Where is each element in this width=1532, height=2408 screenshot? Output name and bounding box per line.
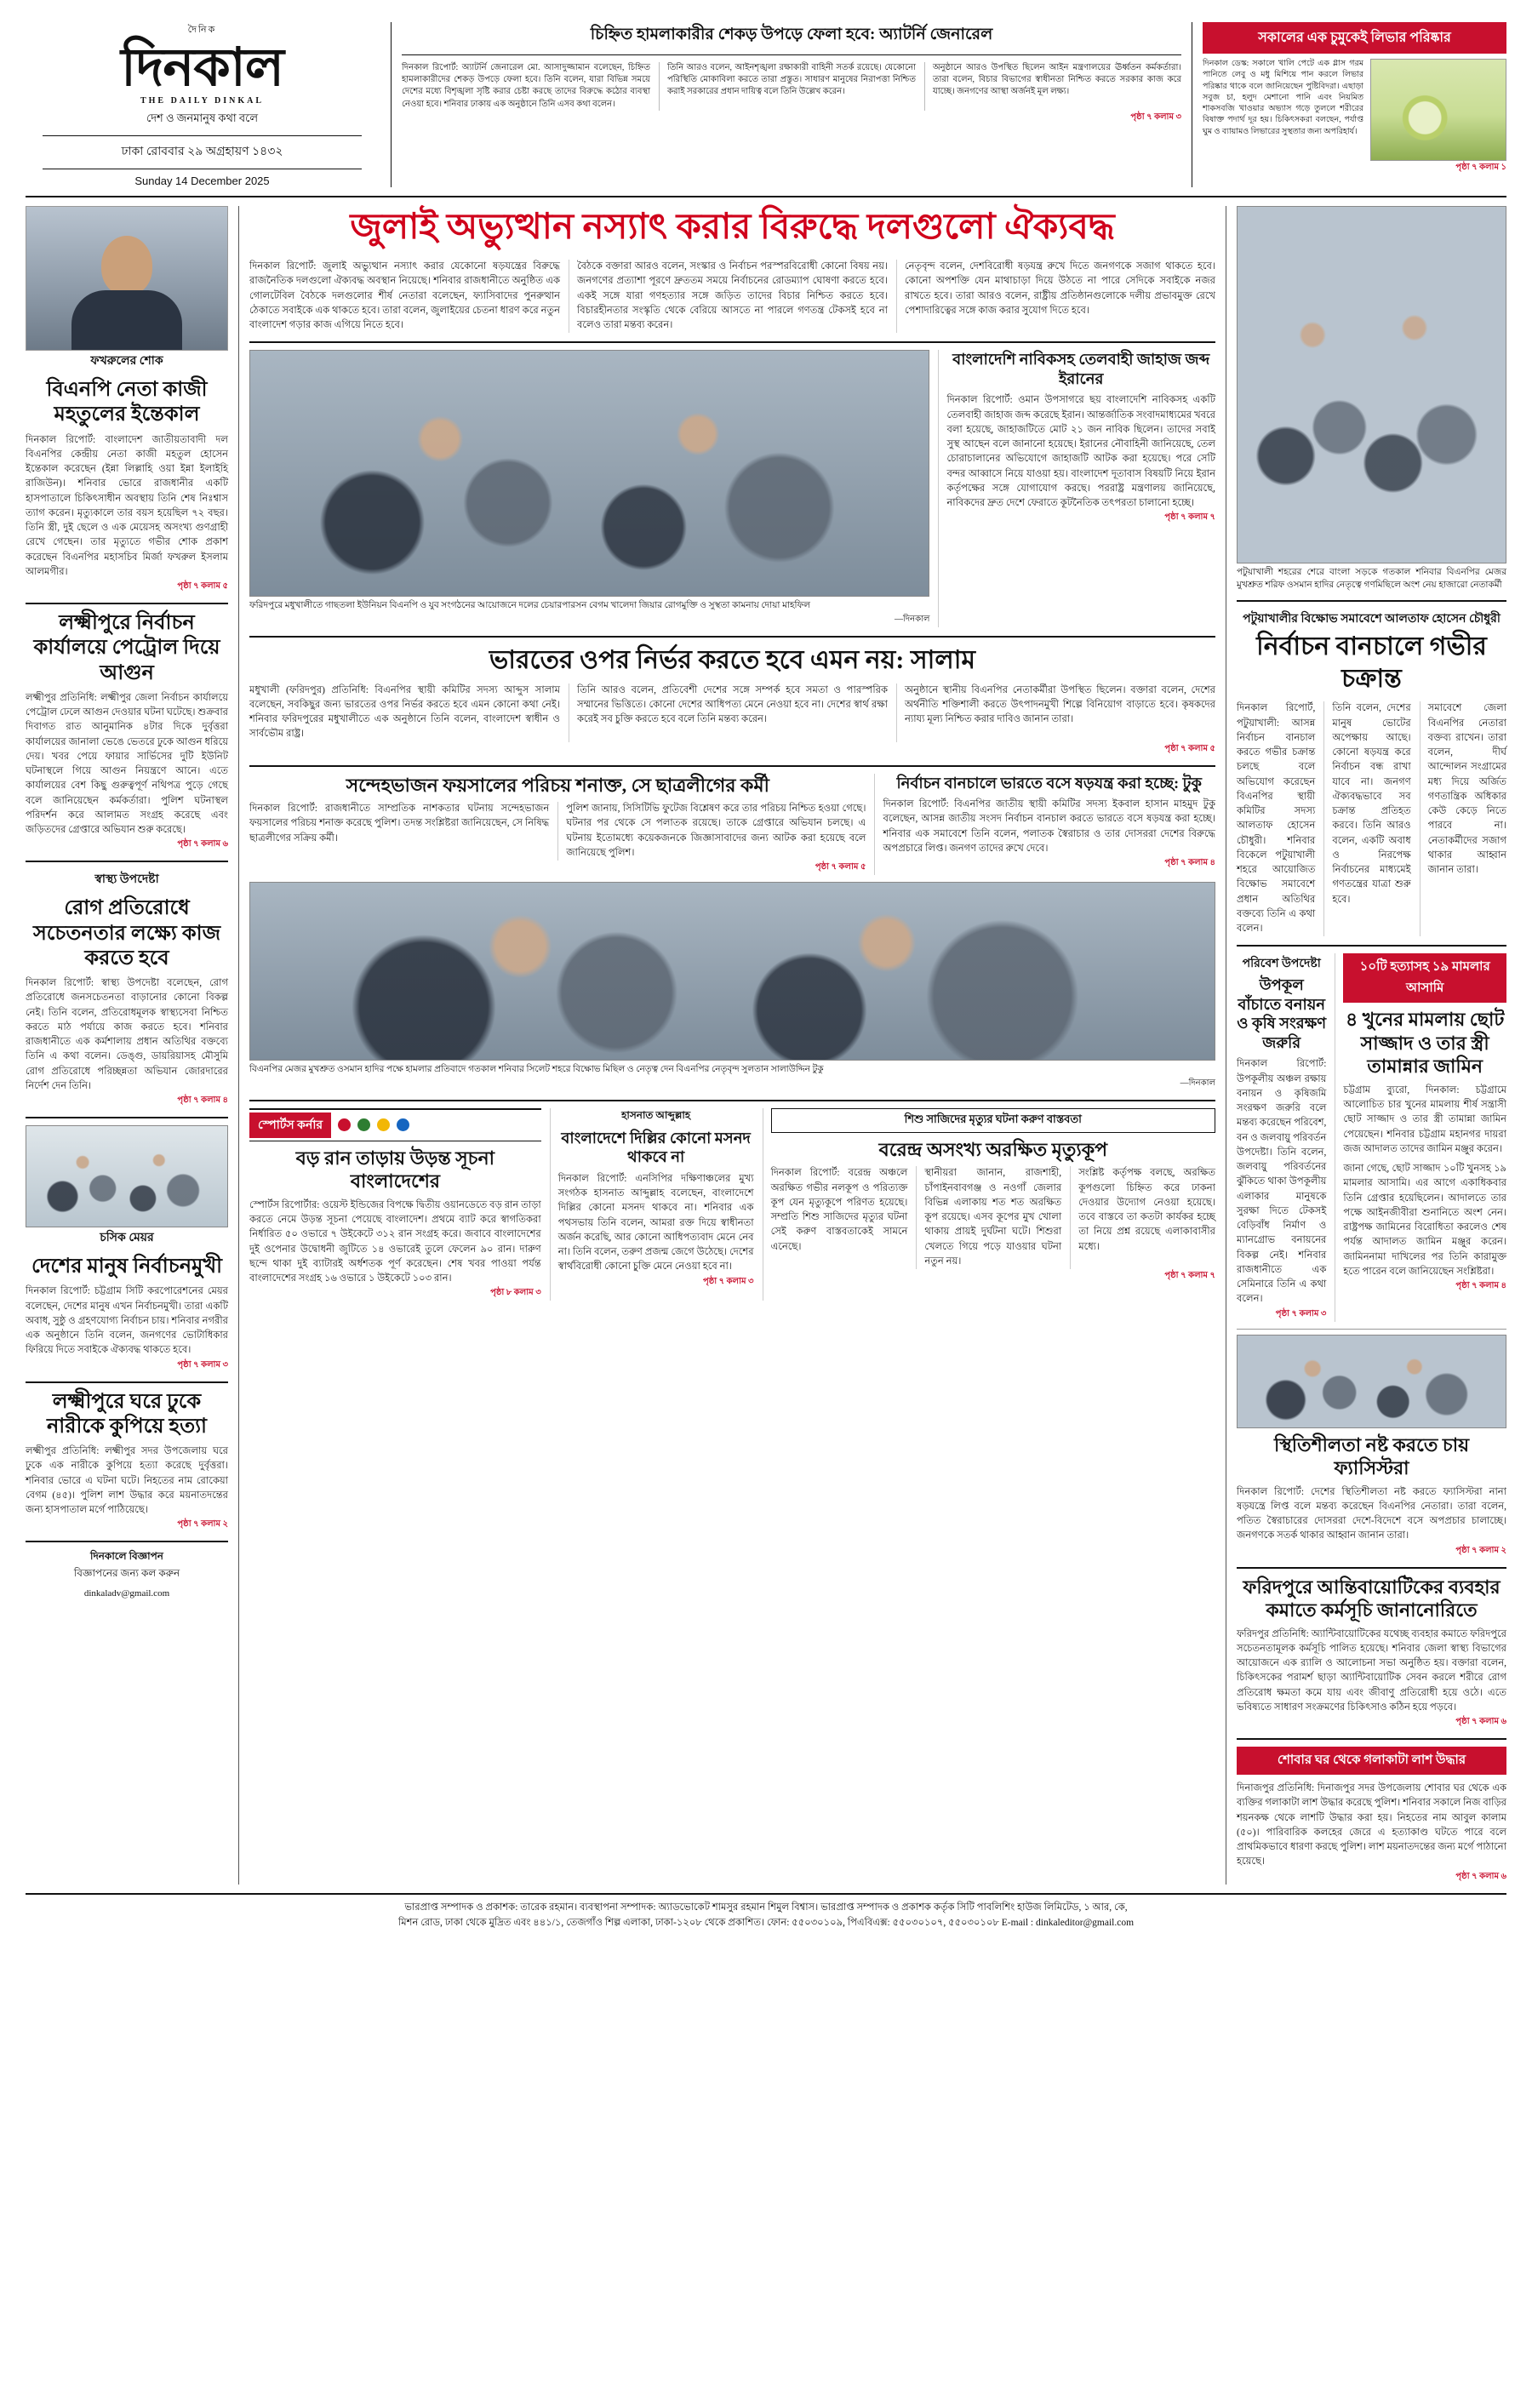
lead-photo-patuakhali bbox=[1237, 206, 1506, 563]
right-rail-rule-1 bbox=[1237, 600, 1506, 602]
tuku-headline: নির্বাচন বানচালে ভারতে বসে ষড়যন্ত্র করা হচ্ছে: টুকু bbox=[896, 774, 1202, 792]
sajid-continued[interactable]: পৃষ্ঠা ৭ কলাম ৭ bbox=[1164, 1271, 1215, 1281]
left-rail-rule-2 bbox=[26, 861, 228, 862]
iran-ship-body: দিনকাল রিপোর্ট: ওমান উপসাগরে ছয় বাংলাদেশি নাবিকসহ একটি তেলবাহী জাহাজ জব্দ করেছে ইরান। আন্তর্জাতিক সংবাদমাধ্যমের খবরে বলা হয়েছে, জাহাজটিতে মোট ২১ জন নাবিক ছিলেন। তাদের সবাই সুস্থ আছেন বলে জানানো হয়েছে। ইরানের নৌবাহিনী জানিয়েছে, তেল চোরাচালানের অভিযোগে জাহাজটি আটক করা হয়েছে। পরে সেটি বন্দর আব্বাসে নিয়ে যাওয়া হয়। বাংলাদেশ দূতাবাস বিষয়টি নিয়ে ইরান কর্তৃপক্ষের সঙ্গে যোগাযোগ করছে। পররাষ্ট্র মন্ত্রণালয় জানিয়েছে, নাবিকদের দ্রুত দেশে ফেরাতে কূটনৈতিক তৎপরতা চালানো হচ্ছে। bbox=[946, 395, 1215, 509]
masthead-advertisement bbox=[1192, 22, 1506, 187]
sports-headline: বড় রান তাড়ায় উড়ন্ত সূচনা বাংলাদেশের bbox=[295, 1147, 495, 1193]
patuakhali-col-3: সমাবেশে জেলা বিএনপির নেতারা বক্তব্য রাখেন। তারা বলেন, দীর্ঘ আন্দোলন সংগ্রামের মধ্য দিয়ে অর্জিত গণতান্ত্রিক অধিকার কেউ কেড়ে নিতে পারবে না। নেতাকর্মীদের সজাগ থাকার আহ্বান জানান তারা। bbox=[1420, 701, 1506, 936]
iran-story bbox=[938, 350, 1215, 627]
rally-photo-block bbox=[249, 350, 929, 627]
masthead-date-english: Sunday 14 December 2025 bbox=[134, 174, 270, 187]
salam-headline: ভারতের ওপর নির্ভর করতে হবে এমন নয়: সালাম bbox=[489, 646, 976, 675]
ball-icon-blue bbox=[397, 1118, 409, 1131]
rally-photo-credit: —দিনকাল bbox=[895, 615, 930, 625]
lead-headline: জুলাই অভ্যুত্থান নস্যাৎ করার বিরুদ্ধে দলগুলো ঐক্যবদ্ধ bbox=[350, 208, 1115, 247]
bnp-leader-death-continued[interactable]: পৃষ্ঠা ৭ কলাম ৫ bbox=[177, 581, 228, 592]
election-minded-continued[interactable]: পৃষ্ঠা ৭ কলাম ৩ bbox=[177, 1359, 228, 1370]
centre-rule-3 bbox=[249, 765, 1215, 767]
masthead-small-top: দৈনিক bbox=[187, 25, 217, 35]
masthead-tagline: দেশ ও জনমানুষ কথা বলে bbox=[146, 112, 259, 124]
left-rail-rule-5 bbox=[26, 1541, 228, 1542]
health-awareness-headline: রোগ প্রতিরোধে সচেতনতার লক্ষ্যে কাজ করতে হবে bbox=[32, 897, 221, 969]
faisal-headline: সন্দেহভাজন ফয়সালের পরিচয় শনাক্ত, সে ছাত্রলীগের কর্মী bbox=[346, 774, 769, 796]
tuku-continued[interactable]: পৃষ্ঠা ৭ কলাম ৪ bbox=[1164, 858, 1215, 868]
environment-body: দিনকাল রিপোর্ট: উপকূলীয় অঞ্চল রক্ষায় বনায়ন ও কৃষিজমি সংরক্ষণ জরুরি বলে মন্তব্য করেছেন পরিবেশ, বন ও জলবায়ু পরিবর্তন উপদেষ্টা। তিনি বলেন, জলবায়ু পরিবর্তনের ঝুঁকিতে থাকা উপকূলীয় এলাকার মানুষকে সুরক্ষা দিতে টেকসই বেড়িবাঁধ নির্মাণ ও ম্যানগ্রোভ বনায়নের বিকল্প নেই। শনিবার রাজধানীতে এক সেমিনারে তিনি এ কথা বলেন। bbox=[1237, 1059, 1327, 1305]
right-rail-rule-3 bbox=[1237, 1329, 1506, 1330]
ball-icon-red bbox=[338, 1118, 351, 1131]
advert-email[interactable]: dinkaladv@gmail.com bbox=[83, 1588, 170, 1599]
lead-band bbox=[26, 206, 1506, 1885]
masthead bbox=[26, 22, 1506, 187]
patuakhali-col-1: দিনকাল রিপোর্ট, পটুয়াখালী: আসন্ন নির্বাচন বানচাল করতে গভীর চক্রান্ত চলছে বলে অভিযোগ করেছেন বিএনপির স্থায়ী কমিটির সদস্য আলতাফ হোসেন চৌধুরী। শনিবার বিকেলে পটুয়াখালী শহরে আয়োজিত বিক্ষোভ সমাবেশে প্রধান অতিথির বক্তব্যে তিনি এ কথা বলেন। bbox=[1237, 703, 1316, 935]
centre-rule-1 bbox=[249, 341, 1215, 343]
ball-icon-green bbox=[357, 1118, 370, 1131]
lead-photo-caption: পটুয়াখালী শহরের শেরে বাংলা সড়কে গতকাল শনিবার বিএনপির মেজর মুখশ্রুত শরিফ ওসমান হাদির নেতৃত্বে গণমিছিলে অংশ নেয় হাজারো নেতাকর্মী bbox=[1237, 568, 1506, 590]
hasnat-story bbox=[550, 1108, 754, 1301]
sports-corner-bar bbox=[249, 1108, 541, 1141]
ball-icon-yellow bbox=[377, 1118, 390, 1131]
right-rail-rule-2 bbox=[1237, 945, 1506, 947]
patuakhali-headline: নির্বাচন বানচালে গভীর চক্রান্ত bbox=[1256, 632, 1487, 693]
delhi-headline: বাংলাদেশে দিল্লির কোনো মসনদ থাকবে না bbox=[561, 1129, 751, 1166]
health-adviser-kicker: স্বাস্থ্য উপদেষ্টা bbox=[94, 873, 159, 887]
antibiotic-headline: ফরিদপুরে আন্তিবায়োটিকের ব্যবহার কমাতে কর্মসূচি জানানোরিতে bbox=[1243, 1576, 1501, 1622]
bnp-leader-death-body: দিনকাল রিপোর্ট: বাংলাদেশ জাতীয়তাবাদী দল বিএনপির কেন্দ্রীয় নেতা কাজী মহতুল হোসেন ইন্তেকাল করেছেন (ইন্না লিল্লাহি ওয়া ইন্না ইলাইহি রাজিউন)। শনিবার ভোরে রাজধানীর একটি হাসপাতালে চিকিৎসাধীন অবস্থায় তিনি শেষ নিঃশ্বাস ত্যাগ করেন। মৃত্যুকালে তার বয়স হয়েছিল ৭২ বছর। তিনি স্ত্রী, দুই ছেলে ও এক মেয়েসহ অসংখ্য গুণগ্রাহী রেখে গেছেন। তার মৃত্যুতে গভীর শোক প্রকাশ করেছেন বিএনপির মহাসচিব মির্জা ফখরুল ইসলাম আলমগীর। bbox=[26, 434, 228, 577]
salam-col-1: মধুখালী (ফরিদপুর) প্রতিনিধি: বিএনপির স্থায়ী কমিটির সদস্য আব্দুস সালাম বলেছেন, সবকিছুর জন্য ভারতের ওপর নির্ভর করতে হবে এমন কোনো কথা নেই। শনিবার ফরিদপুরের মধুখালীতে এক অনুষ্ঠানে তিনি বলেন, বাংলাদেশ স্বাধীন ও সার্বভৌম রাষ্ট্র। bbox=[249, 684, 560, 740]
sylhet-photo-caption: বিএনপির মেজর মুখশ্রুত ওসমান হাদির পক্ষে হামলার প্রতিবাদে গতকাল শনিবার সিলেট শহরে বিক্ষোভ মিছিল ও নেতৃত্ব দেন বিএনপির নেতৃবৃন্দ সুলতান সালাউদ্দিন টুকু bbox=[249, 1065, 824, 1075]
portrait-kazi-mohatul bbox=[26, 206, 228, 351]
sylhet-protest-photo bbox=[249, 882, 1215, 1061]
footer-line-2: মিশন রোড, ঢাকা থেকে মুদ্রিত এবং ৪৪১/১, তেজগাঁও শিল্প এলাকা, ঢাকা-১২০৮ থেকে প্রকাশিত। ফোন: ৫৫০৩০১০৯, পিএবিএক্স: ৫৫০৩০১০৭, ৫৫০৩০১০৮ E-mail : dinkaleditor@gmail.com bbox=[397, 1918, 1135, 1929]
centre-rule-4 bbox=[249, 1100, 1215, 1101]
portrait-suit bbox=[71, 290, 182, 350]
portrait-face bbox=[101, 236, 152, 295]
salam-col-2: তিনি আরও বলেন, প্রতিবেশী দেশের সঙ্গে সম্পর্ক হবে সমতা ও পারস্পরিক সম্মানের ভিত্তিতে। কোনো দেশের আধিপত্য মেনে নেওয়া হবে না। দেশের স্বার্থ রক্ষা করেই সব চুক্তি করতে হবে বলে তিনি মন্তব্য করেন। bbox=[569, 684, 888, 742]
hasnat-author: হাসনাত আব্দুল্লাহ bbox=[621, 1108, 691, 1121]
lead-col-2: বৈঠকে বক্তারা আরও বলেন, সংস্কার ও নির্বাচন পরস্পরবিরোধী কোনো বিষয় নয়। জনগণের প্রত্যাশা পূরণে দ্রুততম সময়ে নির্বাচনের রোডম্যাপ ঘোষণা করতে হবে। একই সঙ্গে যারা গণহত্যার সঙ্গে জড়িত তাদের বিচার নিশ্চিত করতে হবে। বিচারহীনতার সংস্কৃতি থেকে বেরিয়ে আসতে না পারলে গণতন্ত্র টেকসই হবে না বলেও তারা মন্তব্য করেন। bbox=[569, 260, 888, 333]
woman-killed-headline: লক্ষ্মীপুরে ঘরে ঢুকে নারীকে কুপিয়ে হত্যা bbox=[46, 1390, 208, 1438]
environment-kicker: পরিবেশ উপদেষ্টা bbox=[1242, 958, 1321, 971]
salam-col-3: অনুষ্ঠানে স্থানীয় বিএনপির নেতাকর্মীরা উপস্থিত ছিলেন। বক্তারা বলেন, দেশের অর্থনীতি শক্তিশালী করতে উৎপাদনমুখী শিল্পে বিনিয়োগ বাড়াতে হবে। কৃষকদের ন্যায্য মূল্য নিশ্চিত করার দাবিও জানান তারা। bbox=[896, 684, 1215, 742]
sajjad-bail-col-1: চট্টগ্রাম ব্যুরো, দিনকাল: চট্টগ্রামে আলোচিত চার খুনের মামলায় শীর্ষ সন্ত্রাসী ছোট সাজ্জাদ ও তার স্ত্রী তামান্না জামিন পেয়েছেন। শনিবার চট্টগ্রাম মহানগর দায়রা জজ আদালত তাদের জামিন মঞ্জুর করেন। bbox=[1343, 1084, 1506, 1154]
lead-col-3: নেতৃবৃন্দ বলেন, দেশবিরোধী ষড়যন্ত্র রুখে দিতে জনগণকে সজাগ থাকতে হবে। কোনো অপশক্তি যেন মাথাচাড়া দিয়ে উঠতে না পারে সেদিকে সবাইকে নজর রাখতে হবে। তারা আরও বলেন, রাষ্ট্রীয় প্রতিষ্ঠানগুলোকে দলীয় প্রভাবমুক্ত রেখে পেশাদারিত্বের সঙ্গে কাজ করার সুযোগ দিতে হবে। bbox=[896, 260, 1215, 333]
faisal-col-1: দিনকাল রিপোর্ট: রাজধানীতে সাম্প্রতিক নাশকতার ঘটনায় সন্দেহভাজন ফয়সালের পরিচয় শনাক্ত করেছে পুলিশ। তদন্ত সংশ্লিষ্টরা জানিয়েছেন, সে নিষিদ্ধ ছাত্রলীগের সক্রিয় কর্মী। bbox=[249, 804, 550, 844]
fascist-headline: স্থিতিশীলতা নষ্ট করতে চায় ফ্যাসিস্টরা bbox=[1273, 1433, 1470, 1479]
antibiotic-body: ফরিদপুর প্রতিনিধি: অ্যান্টিবায়োটিকের যথেচ্ছ ব্যবহার কমাতে ফরিদপুরে সচেতনতামূলক কর্মসূচি পালিত হয়েছে। শনিবার জেলা স্বাস্থ্য বিভাগের আয়োজনে এক র‍্যালি ও আলোচনা সভা অনুষ্ঠিত হয়। বক্তারা বলেন, চিকিৎসকের পরামর্শ ছাড়া অ্যান্টিবায়োটিক সেবন করলে শরীরে রোগ প্রতিরোধ ক্ষমতা কমে যায় এবং জীবাণু প্রতিরোধী হয়ে ওঠে। এতে ভবিষ্যতে সাধারণ সংক্রমণের চিকিৎসাও কঠিন হয়ে পড়বে। bbox=[1237, 1628, 1506, 1713]
ad-text: দিনকাল ডেস্ক: সকালে খালি পেটে এক গ্লাস গরম পানিতে লেবু ও মধু মিশিয়ে পান করলে লিভার পরিষ্কার থাকে বলে জানিয়েছেন পুষ্টিবিদরা। এছাড়া সবুজ চা, হলুদ মেশানো পানি এবং নিয়মিত শাকসবজি খাওয়ার অভ্যাস গড়ে তুললে শরীরের বিষাক্ত পদার্থ দূর হয়। চিকিৎসকরা বলছেন, পর্যাপ্ত ঘুম ও ব্যায়ামও লিভারের সুস্থতার জন্য অপরিহার্য। bbox=[1203, 60, 1363, 136]
sajid-story bbox=[763, 1108, 1215, 1301]
bedroom-murder-badge: শোবার ঘর থেকে গলাকাটা লাশ উদ্ধার bbox=[1237, 1747, 1506, 1775]
masthead-logo: দিনকাল bbox=[121, 39, 283, 97]
election-minded-headline: দেশের মানুষ নির্বাচনমুখী bbox=[31, 1255, 222, 1278]
sajid-col-3: সংশ্লিষ্ট কর্তৃপক্ষ বলছে, অরক্ষিত কূপগুলো চিহ্নিত করে ঢাকনা দেওয়ার উদ্যোগ নেওয়া হয়েছে। তবে বাস্তবে তা কতটা কার্যকর হচ্ছে তা নিয়ে প্রশ্ন রয়েছে এলাকাবাসীর মধ্যে। bbox=[1070, 1166, 1215, 1269]
right-rail bbox=[1226, 206, 1506, 1885]
masthead-date-bangla: ঢাকা রোববার ২৯ অগ্রহায়ণ ১৪৩২ bbox=[121, 146, 283, 158]
antibiotic-continued[interactable]: পৃষ্ঠা ৭ কলাম ৬ bbox=[1455, 1717, 1506, 1727]
bedroom-murder-body: দিনাজপুর প্রতিনিধি: দিনাজপুর সদর উপজেলায় শোবার ঘর থেকে এক ব্যক্তির গলাকাটা লাশ উদ্ধার করেছে পুলিশ। শনিবার সকালে নিজ বাড়ির শয়নকক্ষ থেকে লাশটি উদ্ধার করা হয়। নিহতের নাম আবুল কালাম (৫০)। পারিবারিক কলহের জেরে এ হত্যাকাণ্ড ঘটতে পারে বলে প্রাথমিকভাবে ধারণা করছে পুলিশ। লাশ ময়নাতদন্তের জন্য মর্গে পাঠানো হয়েছে। bbox=[1237, 1783, 1506, 1867]
woman-killed-body: লক্ষ্মীপুর প্রতিনিধি: লক্ষ্মীপুর সদর উপজেলায় ঘরে ঢুকে এক নারীকে কুপিয়ে হত্যা করেছে দুর্বৃত্তরা। শনিবার ভোরে এ ঘটনা ঘটে। নিহতের নাম রোকেয়া বেগম (৪৫)। পুলিশ লাশ উদ্ধার করে ময়নাতদন্তের জন্য হাসপাতাল মর্গে পাঠিয়েছে। bbox=[26, 1446, 228, 1516]
rally-photo bbox=[249, 350, 929, 597]
tuku-body: দিনকাল রিপোর্ট: বিএনপির জাতীয় স্থায়ী কমিটির সদস্য ইকবাল হাসান মাহমুদ টুকু বলেছেন, আসন্ন জাতীয় সংসদ নির্বাচন বানচাল করতে ভারতে বসে ষড়যন্ত্র করা হচ্ছে। শনিবার এক সমাবেশে তিনি বলেন, পলাতক স্বৈরাচার ও তার দোসররা দেশের বিরুদ্ধে অপপ্রচারে লিপ্ত। জনগণ তাদের রুখে দেবে। bbox=[883, 799, 1215, 854]
delhi-body: দিনকাল রিপোর্ট: এনসিপির দক্ষিণাঞ্চলের মুখ্য সংগঠক হাসনাত আব্দুল্লাহ বলেছেন, বাংলাদেশে দিল্লির কোনো মসনদ থাকবে না। শনিবার এক পথসভায় তিনি বলেন, আমরা রক্ত দিয়ে স্বাধীনতা অর্জন করেছি, আর কোনো আধিপত্যবাদ মেনে নেব না। তিনি বলেন, তরুণ প্রজন্ম জেগে উঠেছে। দেশের স্বার্থবিরোধী কোনো চুক্তি মেনে নেওয়া হবে না। bbox=[557, 1173, 754, 1273]
sajid-col-2: স্থানীয়রা জানান, রাজশাহী, চাঁপাইনবাবগঞ্জ ও নওগাঁ জেলার বিভিন্ন এলাকায় শত শত অরক্ষিত কূপ রয়েছে। এসব কূপের মুখ খোলা থাকায় প্রায়ই দুর্ঘটনা ঘটে। শিশুরা খেলতে গিয়ে পড়ে যাওয়ার ঘটনা নতুন নয়। bbox=[916, 1166, 1061, 1269]
delhi-continued[interactable]: পৃষ্ঠা ৭ কলাম ৩ bbox=[702, 1276, 754, 1286]
fakhrul-condolence-kicker: ফখরুলের শোক bbox=[90, 355, 163, 368]
patuakhali-kicker: পটুয়াখালীর বিক্ষোভ সমাবেশে আলতাফ হোসেন চৌধুরী bbox=[1243, 613, 1501, 626]
masthead-english-title: THE DAILY DINKAL bbox=[140, 96, 265, 106]
left-rail-rule-4 bbox=[26, 1381, 228, 1383]
sajjad-bail-col-2: জানা গেছে, ছোট সাজ্জাদ ১০টি খুনসহ ১৯ মামলার আসামি। এর আগে একাধিকবার তিনি গ্রেপ্তার হয়েছিলেন। আদালতে তার পক্ষে আইনজীবীরা শুনানিতে অংশ নেন। রাষ্ট্রপক্ষ জামিনের বিরোধিতা করলেও শেষ পর্যন্ত আদালত জামিন মঞ্জুর করেন। জামিননামা দাখিলের পর তিনি কারামুক্ত হতে পারেন বলে জানিয়েছেন সংশ্লিষ্টরা। bbox=[1343, 1164, 1506, 1277]
bedroom-murder-continued[interactable]: পৃষ্ঠা ৭ কলাম ৬ bbox=[1455, 1871, 1506, 1881]
faisal-col-2: পুলিশ জানায়, সিসিটিভি ফুটেজ বিশ্লেষণ করে তার পরিচয় নিশ্চিত হওয়া গেছে। ঘটনার পর থেকে সে পলাতক রয়েছে। তাকে গ্রেপ্তারে অভিযান চলছে। এ ঘটনায় ইতোমধ্যে কয়েকজনকে জিজ্ঞাসাবাদের জন্য আটক করা হয়েছে বলে জানিয়েছে পুলিশ। bbox=[557, 802, 866, 861]
bnp-leader-death-headline: বিএনপি নেতা কাজী মহতুলের ইন্তেকাল bbox=[46, 379, 208, 426]
fascist-body: দিনকাল রিপোর্ট: দেশের স্থিতিশীলতা নষ্ট করতে ফ্যাসিস্টরা নানা ষড়যন্ত্রে লিপ্ত বলে মন্তব্য করেছেন বিএনপির নেতারা। তারা বলেন, পতিত স্বৈরাচারের দোসররা দেশে-বিদেশে বসে অপপ্রচার চালাচ্ছে। জনগণকে সতর্ক থাকার আহ্বান জানান তারা। bbox=[1237, 1486, 1506, 1541]
attorney-general-headline: চিহ্নিত হামলাকারীর শেকড় উপড়ে ফেলা হবে: অ্যাটর্নি জেনারেল bbox=[402, 22, 1181, 55]
masthead-divider bbox=[43, 135, 362, 136]
rally-photo-caption: ফরিদপুরে মধুখালীতে গাছতলা ইউনিয়ন বিএনপি ও যুব সংগঠনের আয়োজনে দলের চেয়ারপারসন বেগম খালেদা জিয়ার রোগমুক্তি ও সুস্থতা কামনায় দোয়া মাহফিল bbox=[249, 601, 810, 611]
environment-story bbox=[1237, 953, 1326, 1321]
lead-col-1: দিনকাল রিপোর্ট: জুলাই অভ্যুত্থান নস্যাৎ করার যেকোনো ষড়যন্ত্রের বিরুদ্ধে রাজনৈতিক দলগুলো ঐক্যবদ্ধ অবস্থান নিয়েছে। শনিবার রাজধানীতে অনুষ্ঠিত এক গোলটেবিল বৈঠকে দলগুলোর শীর্ষ নেতারা বলেছেন, ফ্যাসিবাদের পুনরুত্থান ঠেকাতে সবাইকে এক থাকতে হবে। তারা বলেন, জুলাইয়ের চেতনা ধারণ করে নতুন বাংলাদেশ গড়ার কাজ এগিয়ে নিতে হবে। bbox=[249, 261, 560, 331]
attorney-general-col1: দিনকাল রিপোর্ট: অ্যাটর্নি জেনারেল মো. আসাদুজ্জামান বলেছেন, চিহ্নিত হামলাকারীদের শেকড় উপড়ে ফেলা হবে। তিনি বলেন, যারা বিভিন্ন সময়ে দেশের মধ্যে বিশৃঙ্খলা সৃষ্টি করার চেষ্টা করছে তাদের বিরুদ্ধে কঠোর ব্যবস্থা নেওয়া হবে। শনিবার ঢাকায় এক অনুষ্ঠানে তিনি এসব কথা বলেন। bbox=[402, 63, 650, 109]
lakshmipur-fire-body: লক্ষ্মীপুর প্রতিনিধি: লক্ষ্মীপুর জেলা নির্বাচন কার্যালয়ে পেট্রোল ঢেলে আগুন দেওয়ার ঘটনা ঘটেছে। শুক্রবার দিবাগত রাত আনুমানিক ৪টার দিকে দুর্বৃত্তরা কার্যালয়ের জানালা ভেঙে ভেতরে ঢুকে আগুন ধরিয়ে দেয়। খবর পেয়ে ফায়ার সার্ভিসের দুটি ইউনিট ঘটনাস্থলে গিয়ে আগুন নিয়ন্ত্রণে আনে। এতে কার্যালয়ের বেশ কিছু গুরুত্বপূর্ণ নথিপত্র পুড়ে গেছে বলে জানিয়েছেন কর্মকর্তারা। পুলিশ ঘটনাস্থল পরিদর্শন করে আলামত সংগ্রহ করেছে এবং জড়িতদের গ্রেপ্তারে অভিযান শুরু করেছে। bbox=[26, 692, 228, 836]
lakshmipur-fire-headline: লক্ষ্মীপুরে নির্বাচন কার্যালয়ে পেট্রোল দিয়ে আগুন bbox=[33, 612, 220, 684]
masthead-brand bbox=[26, 22, 392, 187]
sylhet-photo-credit: —দিনকাল bbox=[1180, 1078, 1215, 1088]
health-awareness-continued[interactable]: পৃষ্ঠা ৭ কলাম ৪ bbox=[177, 1095, 228, 1106]
ad-continued[interactable]: পৃষ্ঠা ৭ কলাম ১ bbox=[1455, 163, 1506, 172]
iran-ship-continued[interactable]: পৃষ্ঠা ৭ কলাম ৭ bbox=[1164, 512, 1215, 523]
health-awareness-body: দিনকাল রিপোর্ট: স্বাস্থ্য উপদেষ্টা বলেছেন, রোগ প্রতিরোধে জনসচেতনতা বাড়ানোর কোনো বিকল্প নেই। তিনি বলেন, প্রতিরোধমূলক স্বাস্থ্যসেবা নিশ্চিত করতে মাঠ পর্যায়ে কাজ করতে হবে। শনিবার রাজধানীতে এক কর্মশালায় প্রধান অতিথির বক্তব্যে তিনি এ কথা বলেন। ডেঙ্গু, ডায়রিয়াসহ মৌসুমি রোগ প্রতিরোধে পরিচ্ছন্নতা অভিযান জোরদারের নির্দেশ দেন তিনি। bbox=[26, 978, 228, 1091]
sports-corner bbox=[249, 1108, 541, 1301]
attorney-general-col3: অনুষ্ঠানে আরও উপস্থিত ছিলেন আইন মন্ত্রণালয়ের ঊর্ধ্বতন কর্মকর্তারা। তারা বলেন, বিচার বিভাগের স্বাধীনতা নিশ্চিত করতে সরকার কাজ করে যাচ্ছে। জনগণের আস্থা অর্জনই মূল লক্ষ্য। bbox=[924, 62, 1181, 111]
sajid-col-1: দিনকাল রিপোর্ট: বরেন্দ্র অঞ্চলে অরক্ষিত গভীর নলকূপ ও পরিত্যক্ত কূপ যেন মৃত্যুকূপে পরিণত হয়েছে। সম্প্রতি শিশু সাজিদের মৃত্যুর ঘটনা সেই করুণ বাস্তবতাকেই সামনে এনেছে। bbox=[770, 1168, 908, 1252]
right-rail-rule-4 bbox=[1237, 1567, 1506, 1569]
sajjad-bail-headline: ৪ খুনের মামলায় ছোট সাজ্জাদ ও তার স্ত্রী তামান্নার জামিন bbox=[1345, 1009, 1505, 1078]
sports-body: স্পোর্টস রিপোর্টার: ওয়েস্ট ইন্ডিজের বিপক্ষে দ্বিতীয় ওয়ানডেতে বড় রান তাড়া করতে নেমে উড়ন্ত সূচনা পেয়েছে বাংলাদেশ। প্রথমে ব্যাট করে স্বাগতিকরা নির্ধারিত ৫০ ওভারে ৭ উইকেটে ৩১২ রান সংগ্রহ করে। জবাবে বাংলাদেশের দুই ওপেনার উদ্বোধনী জুটিতে ১৪ ওভারেই তুলে ফেলেন ৯০ রান। দারুণ ছন্দে থাকা দুই ব্যাটারই অর্ধশতক পূর্ণ করেছেন। শেষ খবর পাওয়া পর্যন্ত বাংলাদেশের সংগ্রহ ১৬ ওভারে ১ উইকেটে ১০৩ রান। bbox=[249, 1199, 541, 1284]
salam-continued[interactable]: পৃষ্ঠা ৭ কলাম ৫ bbox=[1164, 743, 1215, 753]
ad-title: সকালের এক চুমুকেই লিভার পরিষ্কার bbox=[1203, 22, 1506, 54]
lakshmipur-fire-continued[interactable]: পৃষ্ঠা ৭ কলাম ৬ bbox=[177, 839, 228, 849]
ad-image-tea-cup bbox=[1370, 59, 1506, 161]
sajjad-bail-story bbox=[1335, 953, 1506, 1321]
ctg-mayor-kicker: চসিক মেয়র bbox=[100, 1232, 154, 1245]
faisal-story bbox=[249, 774, 866, 876]
fascist-story-photo bbox=[1237, 1335, 1506, 1428]
patuakhali-col-2: তিনি বলেন, দেশের মানুষ ভোটের অপেক্ষায় আছে। কোনো ষড়যন্ত্র করে নির্বাচন বন্ধ রাখা যাবে না। জনগণ ঐক্যবদ্ধভাবে সব চক্রান্ত প্রতিহত করবে। তিনি আরও বলেন, একটি অবাধ ও নিরপেক্ষ নির্বাচনের মাধ্যমেই গণতন্ত্রের যাত্রা শুরু হবে। bbox=[1323, 701, 1410, 936]
election-minded-body: দিনকাল রিপোর্ট: চট্টগ্রাম সিটি করপোরেশনের মেয়র বলেছেন, দেশের মানুষ এখন নির্বাচনমুখী। তারা একটি অবাধ, সুষ্ঠু ও গ্রহণযোগ্য নির্বাচন চায়। শনিবার নগরীর এক অনুষ্ঠানে তিনি বলেন, জনগণের ভোটাধিকার ফিরিয়ে দিতে সবাইকে ঐক্যবদ্ধ থাকতে হবে। bbox=[26, 1286, 228, 1356]
right-rail-rule-5 bbox=[1237, 1738, 1506, 1740]
sylhet-photo-block bbox=[249, 882, 1215, 1091]
sports-continued[interactable]: পৃষ্ঠা ৮ কলাম ৩ bbox=[490, 1288, 541, 1298]
left-rail-rule-1 bbox=[26, 603, 228, 604]
masthead-bottom-rule bbox=[26, 196, 1506, 197]
page-footer bbox=[26, 1893, 1506, 1931]
iran-ship-headline: বাংলাদেশি নাবিকসহ তেলবাহী জাহাজ জব্দ ইরানের bbox=[952, 351, 1210, 387]
woman-killed-continued[interactable]: পৃষ্ঠা ৭ কলাম ২ bbox=[177, 1519, 228, 1530]
centre-rule-2 bbox=[249, 636, 1215, 638]
centre-column bbox=[238, 206, 1226, 1885]
masthead-lead-brief bbox=[392, 22, 1192, 187]
footer-line-1: ভারপ্রাপ্ত সম্পাদক ও প্রকাশক: তারেক রহমান। ব্যবস্থাপনা সম্পাদক: অ্যাডভোকেট শামসুর রহমান শিমুল বিশ্বাস। ভারপ্রাপ্ত সম্পাদক ও প্রকাশক কর্তৃক সিটি পাবলিশিং হাউজ লিমিটেড, ১ আর, কে, bbox=[404, 1902, 1128, 1913]
environment-headline: উপকূল বাঁচাতে বনায়ন ও কৃষি সংরক্ষণ জরুরি bbox=[1237, 976, 1327, 1051]
advert-notice-title: দিনকালে বিজ্ঞাপন bbox=[90, 1550, 163, 1563]
fascist-continued[interactable]: পৃষ্ঠা ৭ কলাম ২ bbox=[1455, 1545, 1506, 1555]
sajjad-case-badge: ১০টি হত্যাসহ ১৯ মামলার আসামি bbox=[1343, 953, 1506, 1003]
attorney-general-col2: তিনি আরও বলেন, আইনশৃঙ্খলা রক্ষাকারী বাহিনী সতর্ক রয়েছে। যেকোনো পরিস্থিতি মোকাবিলা করতে তারা প্রস্তুত। সাধারণ মানুষের নিরাপত্তা নিশ্চিত করাই সরকারের প্রধান দায়িত্ব বলে তিনি উল্লেখ করেন। bbox=[659, 62, 916, 111]
left-rail-rule-3 bbox=[26, 1117, 228, 1118]
sajjad-bail-continued[interactable]: পৃষ্ঠা ৭ কলাম ৪ bbox=[1455, 1281, 1506, 1291]
sajid-kicker: শিশু সাজিদের মৃত্যুর ঘটনা করুণ বাস্তবতা bbox=[771, 1108, 1215, 1133]
salam-story bbox=[249, 644, 1215, 757]
advert-notice-sub: বিজ্ঞাপনের জন্য কল করুন bbox=[73, 1567, 180, 1580]
tuku-story bbox=[874, 774, 1215, 876]
faisal-continued[interactable]: পৃষ্ঠা ৭ কলাম ৫ bbox=[815, 862, 866, 872]
attorney-general-continued[interactable]: পৃষ্ঠা ৭ কলাম ৩ bbox=[1130, 112, 1181, 122]
left-rail bbox=[26, 206, 238, 1885]
sajid-headline: বরেন্দ্র অসংখ্য অরক্ষিত মৃত্যুকূপ bbox=[878, 1138, 1108, 1160]
environment-continued[interactable]: পৃষ্ঠা ৭ কলাম ৩ bbox=[1275, 1308, 1327, 1318]
medical-photo bbox=[26, 1125, 228, 1227]
sports-corner-label: স্পোর্টস কর্নার bbox=[249, 1112, 331, 1138]
